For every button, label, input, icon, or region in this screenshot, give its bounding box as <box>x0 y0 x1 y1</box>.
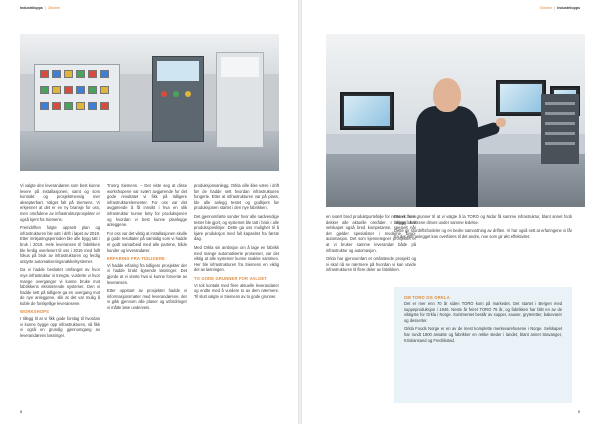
info-box-title: OM TORO OG ORKLA <box>404 295 450 300</box>
body-paragraph: Det gjennomførte sonder hvor alle nødvendige tester ble gjort, og systemet ble tatt i bruk i alle produksjonslinjer. Dette ga oss mulighet til å kjøre produksjon med full kapasitet fra første dag. <box>194 213 279 242</box>
header-separator: | <box>44 6 46 10</box>
header-issue: Oktober <box>539 6 553 10</box>
info-box-paragraph: Orkla Foods Norge er en av de mest komplette merkevarehusene i Norge. Selskapet har rundt 1800 ansatte og fabrikker en rekke steder i landet, blant annet Stavanger, Kristiansand og Fredrikstad. <box>404 326 562 343</box>
page-header <box>540 6 581 11</box>
body-paragraph: I tillegg til at vi fikk gode forslag til hvordan vi kunne bygge opp infrastrukturen, så fikk vi også en grundig gjennomgang av leverandørens løsninger. <box>20 316 100 338</box>
body-paragraph: For oss var det viktig at installasjonen skulle gi gode resultater på samtidig som vi hadde et godt samarbeid med alle partene, både kunder og leverandører. <box>107 230 187 253</box>
body-paragraph: Med Orkla sin ambisjon om å lage en fabrikk med mange automatiserte prosesser, var det viktig at alle systemer kunne snakke sammen. Her ble infrastrukturen fra Siemens en viktig del av løsningen. <box>194 244 279 273</box>
header-issue: Oktober <box>47 6 61 10</box>
section-subhead: WORKSHOPS <box>20 309 50 315</box>
section-subhead: TO GODE GRUNNER FOR VALGET <box>194 275 268 281</box>
left-column-3 <box>194 183 279 403</box>
page-header <box>20 6 61 11</box>
body-paragraph: Da vi hadde besluttet omfanget av hvor mye infrastruktur vi trengte, vurderte vi hvor mange overganger vi kunne bruke mot fabrikkens eksisterende systemer. Den vi hadde sett på tidligere ga en overgang mot de nye anleggene, slik at det var mulig å koble de forskjellige leveransene. <box>20 267 100 306</box>
body-paragraph: Tronrg Siemens. – Det viste seg at disse workshopene var svært avgjørende for det gode resultatet vi fikk på tidligere infrastrukturelementer. For oss var det avgjørende å få innsikt i hva en slik infrastruktur kunne bety for produksjonen og hvordan vi best kunne planlegge anleggene. <box>107 183 187 228</box>
body-paragraph: Vi hadde erfaring fra tidligere prosjekter der vi hadde brukt lignende løsninger. Det gjorde at vi visste hva vi kunne forvente av leveransen. <box>107 262 187 285</box>
info-box <box>394 287 572 403</box>
page-gutter <box>298 0 302 424</box>
header-brand: Industrilopps <box>20 6 43 10</box>
body-paragraph: Fremdriften fulgte oppsett plan og infrastrukturen ble satt i drift i løpet av 2018. Etter innkjøringsperioden ble alle bygg tatt i bruk i 2019. Hele leveransen til fabrikken ble ferdig overlevert til oss i 2019 med fullt fokus på bruk av infrastrukturen og ferdig utstyrte automatiseringsnøkkelsystemer. <box>20 225 100 264</box>
body-paragraph: en svært bred produktportefølje for nettverk, som dekker alle aktuelle områder. I tillegg har selskapet også bred kompetanse, spesielt når det gjelder spesialister i moderne bygg-automasjon. Det som kjennetegner prosjektet er at vi bruker samme leverandør både på infrastruktur og automasjon. <box>326 214 416 253</box>
body-paragraph: Vi tok kontakt med flere aktuelle leverandører og endte med å vurdere to av dem nærmere. Til slutt valgte vi Siemens av to gode grunner. <box>194 282 279 299</box>
info-box-paragraph: Det er mer enn 70 år siden TORO kom på markedet. Det startet i Bergen med suppeproduksjon i 1946. Neste år feiret TORO 75 år, og fabrikken har blitt en av de viktigste for Orkla i Norge. Sortimentet består av supper, sauser, gryteretter, bakevarer og desserter. <box>404 301 562 323</box>
header-brand: Industrilopps <box>557 6 580 10</box>
body-paragraph: Dette gir stordriftsfordeler og en bedre samordning av driften. Vi har også sett at erfaringene vi får fra det ene anlegget kan overføres til det andre, noe som gir økt effektivitet. <box>394 228 572 239</box>
section-subhead: ERFARING FRA TIDLIGERE <box>107 256 165 262</box>
right-wide-column <box>394 214 572 280</box>
body-paragraph: Det er flere grunner til at vi valgte å la TORO og Nidar få samme infrastruktur, blant annet fordi begge fabrikkene drives under samme ledelse. <box>394 214 572 225</box>
left-column-1 <box>20 183 100 403</box>
left-column-2 <box>107 183 187 403</box>
page-number: 8 <box>20 409 23 414</box>
body-paragraph: Etter oppstart av prosjektet hadde vi informasjonsmøter med leverandørene, der vi gikk gjennom alle planer og utfordringer vi måtte løse underveis. <box>107 288 187 310</box>
body-paragraph: Orkla har gjennomført et omfattende prosjekt og vi skal nå se nærmere på hvordan vi kan utvide infrastrukturen til flere deler av fabrikken. <box>326 256 416 273</box>
man-at-workstation-photo <box>326 34 585 207</box>
header-separator: | <box>554 6 556 10</box>
warehouse-photo <box>20 34 279 171</box>
body-paragraph: Vi valgte den leverandøren som best kunne levere på installasjonen, samt og som kontrakt og prosjektmessig mer aksepterbart. Valget falt på Siemens. Vi erkjenner at det er en ny bransje for oss, men områdene av infrastrukturprosjekter er også kjent fra Siemens. <box>20 183 100 222</box>
page-number: 9 <box>577 409 580 414</box>
body-paragraph: produksjonsanlegg. Orkla ville ikke være i drift før de hadde sett hvordan infrastrukturen fungerte. Etter at infrastrukturen var på plass, ble alle anlegg testet og godkjent før produksjonen startet i den nye fabrikken. <box>194 183 279 211</box>
